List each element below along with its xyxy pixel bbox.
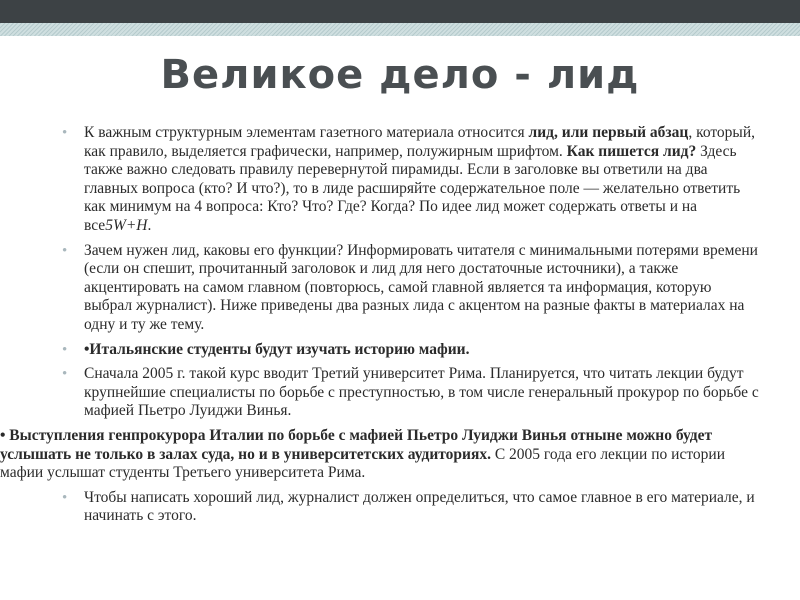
- bold-text: •Итальянские студенты будут изучать историю мафии.: [84, 340, 470, 358]
- paragraph-text: , который, как правило, выделяется графически, например, полужирным шрифтом.: [84, 124, 756, 160]
- slide-title: Великое дело - лид: [160, 52, 640, 98]
- paragraph-text: Здесь также важно следовать правилу перевернутой пирамиды. Если в заголовке вы ответили на два главных вопроса (кто? И что?), то в лиде расширяйте содержательное поле — желательно ответить как минимум на 4 вопроса: Кто? Что? Где? Когда? По идее лид может содержать ответы и на все: [84, 142, 741, 234]
- paragraph-text: Чтобы написать хороший лид, журналист должен определиться, что самое главное в его материале, и начинать с этого.: [84, 488, 755, 525]
- paragraph-text: Сначала 2005 г. такой курс вводит Третий университет Рима. Планируется, что читать лекции будут крупнейшие специалисты по борьбе с преступностью, в том числе генеральный прокурор по борьбе с мафией Пьетро Луиджи Винья.: [84, 365, 759, 420]
- slide-stripe-band: [0, 23, 800, 36]
- italic-text: 5W+H: [105, 216, 148, 234]
- bold-text: лид, или первый абзац: [528, 124, 689, 141]
- paragraph: [62, 365, 762, 421]
- paragraph-text: С 2005 года его лекции по истории мафии услышат студенты Третьего университета Рима.: [0, 445, 725, 482]
- paragraph: [62, 489, 762, 526]
- paragraph-text: К важным структурным элементам газетного материала относится: [84, 124, 529, 141]
- bold-text: Как пишется лид?: [566, 142, 697, 160]
- paragraph: [0, 427, 762, 483]
- slide-top-bar: [0, 0, 800, 23]
- bold-text: • Выступления генпрокурора Италии по борьбе с мафией Пьетро Луиджи Винья отныне можно будет услышать не только в залах суда, но и в университетских аудиториях.: [0, 426, 713, 463]
- bullet-marker: •: [62, 341, 68, 358]
- paragraph: [62, 124, 762, 236]
- paragraph: [62, 242, 762, 335]
- bullet-marker: •: [62, 125, 68, 141]
- slide-body: [0, 124, 762, 532]
- paragraph: [62, 341, 762, 360]
- bullet-marker: •: [62, 242, 68, 259]
- paragraph-text: Зачем нужен лид, каковы его функции? Информировать читателя с минимальными потерями времени (если он спешит, прочитанный заголовок и лид для него достаточные источники), а также акцентировать на самом главном (повторюсь, самой главной является та информация, которую выбрал журналист). Ниже приведены два разных лида с акцентом на разные факты в материалах на одну и ту же тему.: [84, 241, 758, 333]
- paragraph-text: .: [147, 216, 152, 234]
- bullet-marker: •: [62, 489, 68, 506]
- bullet-marker: •: [62, 366, 68, 383]
